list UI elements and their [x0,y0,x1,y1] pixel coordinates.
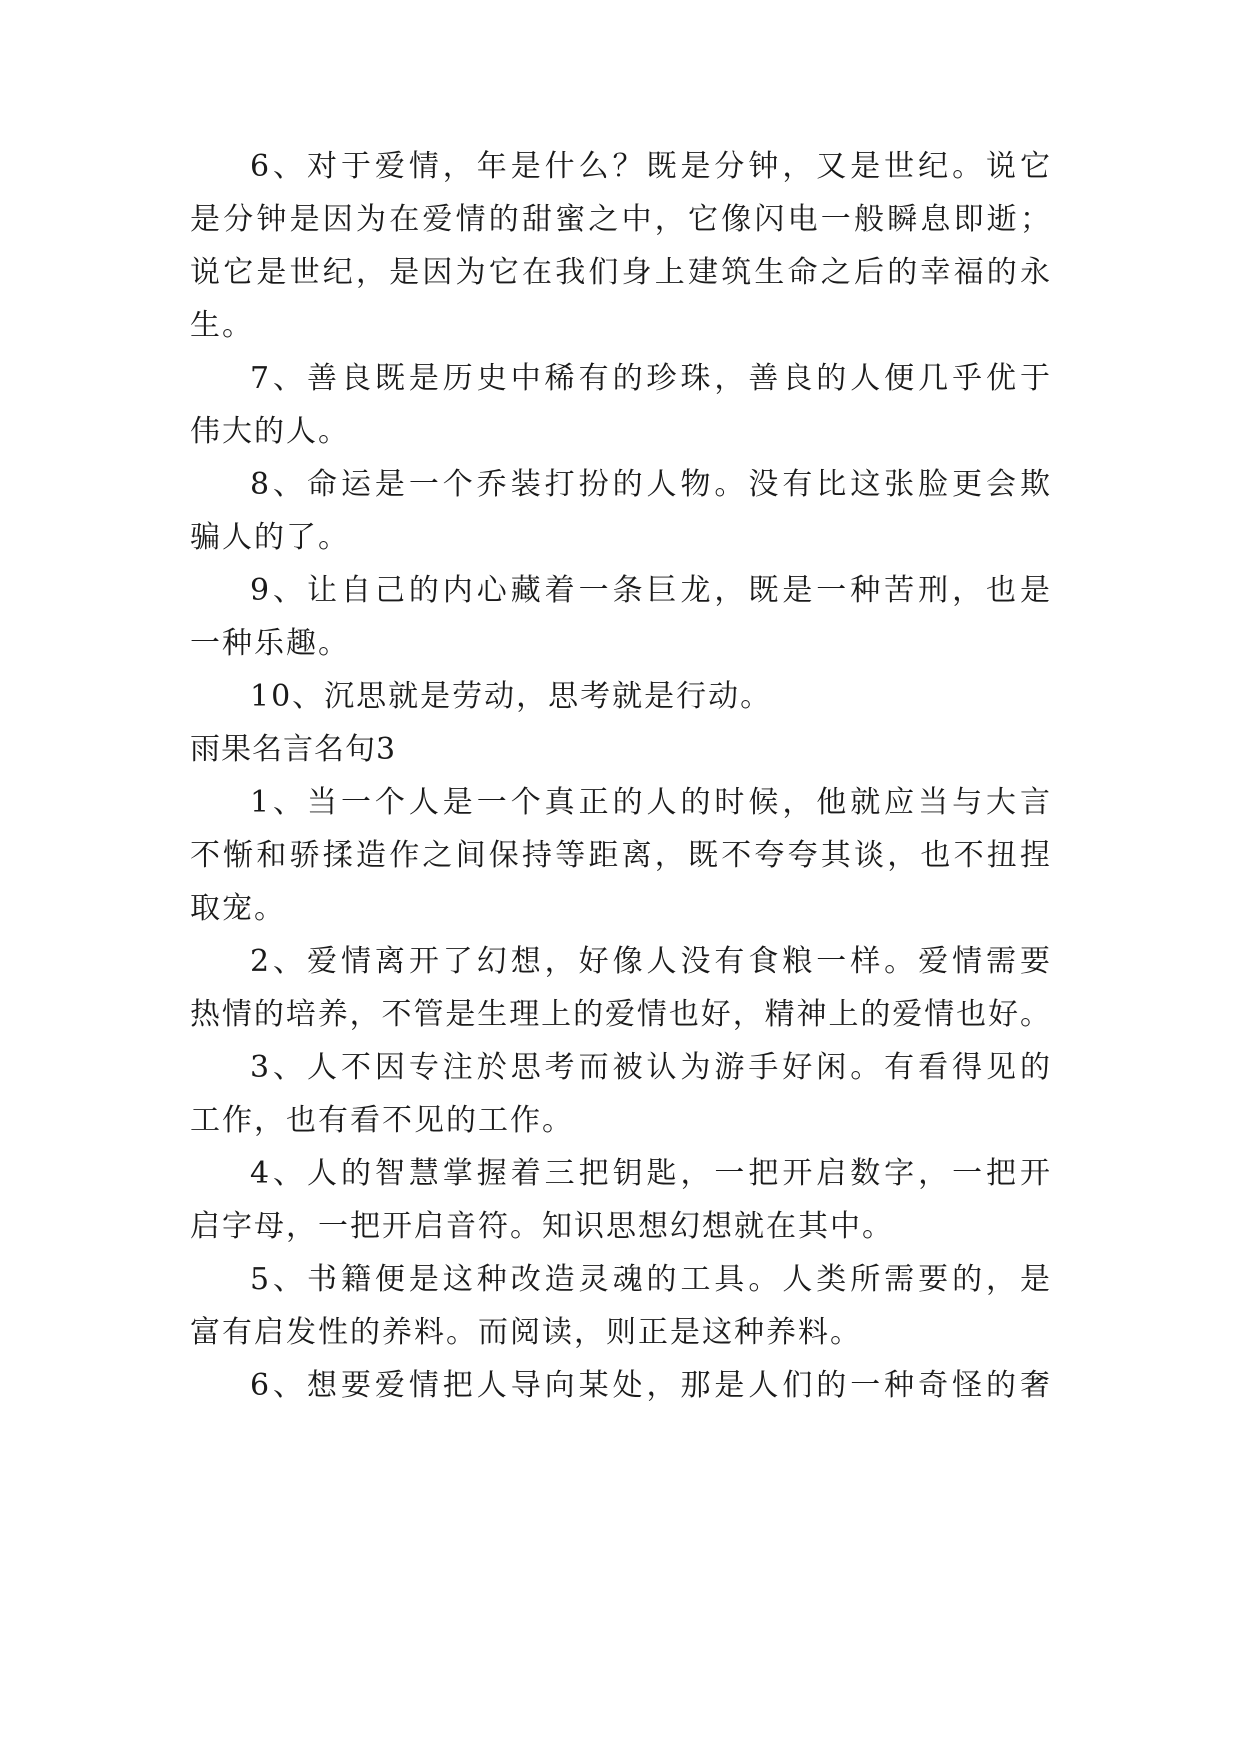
paragraph-line: 一种乐趣。 [190,626,350,661]
paragraph-line: 伟大的人。 [190,414,350,449]
paragraph-line: 6、想要爱情把人导向某处，那是人们的一种奇怪的奢 [250,1368,1050,1403]
paragraph-line: 8、命运是一个乔装打扮的人物。没有比这张脸更会欺 [250,467,1050,502]
paragraph-line: 10、沉思就是劳动，思考就是行动。 [250,679,773,714]
section-heading: 雨果名言名句3 [190,732,397,767]
paragraph-line: 取宠。 [190,891,286,926]
paragraph-line: 富有启发性的养料。而阅读，则正是这种养料。 [190,1315,862,1350]
paragraph-line: 6、对于爱情，年是什么？既是分钟，又是世纪。说它 [250,149,1050,184]
paragraph-line: 热情的培养，不管是生理上的爱情也好，精神上的爱情也好。 [190,997,1050,1032]
paragraph-line: 是分钟是因为在爱情的甜蜜之中，它像闪电一般瞬息即逝； [190,202,1050,237]
paragraph-line: 工作，也有看不见的工作。 [190,1103,574,1138]
paragraph-line: 4、人的智慧掌握着三把钥匙，一把开启数字，一把开 [250,1156,1050,1191]
paragraph-line: 9、让自己的内心藏着一条巨龙，既是一种苦刑，也是 [250,573,1050,608]
paragraph-line: 不惭和骄揉造作之间保持等距离，既不夸夸其谈，也不扭捏 [190,838,1050,873]
paragraph-line: 生。 [190,308,254,343]
paragraph-line: 7、善良既是历史中稀有的珍珠，善良的人便几乎优于 [250,361,1050,396]
paragraph-line: 3、人不因专注於思考而被认为游手好闲。有看得见的 [250,1050,1050,1085]
paragraph-line: 5、书籍便是这种改造灵魂的工具。人类所需要的，是 [250,1262,1050,1297]
paragraph-line: 骗人的了。 [190,520,350,555]
paragraph-line: 1、当一个人是一个真正的人的时候，他就应当与大言 [250,785,1050,820]
paragraph-line: 2、爱情离开了幻想，好像人没有食粮一样。爱情需要 [250,944,1050,979]
paragraph-line: 启字母，一把开启音符。知识思想幻想就在其中。 [190,1209,894,1244]
paragraph-line: 说它是世纪，是因为它在我们身上建筑生命之后的幸福的永 [190,255,1050,290]
